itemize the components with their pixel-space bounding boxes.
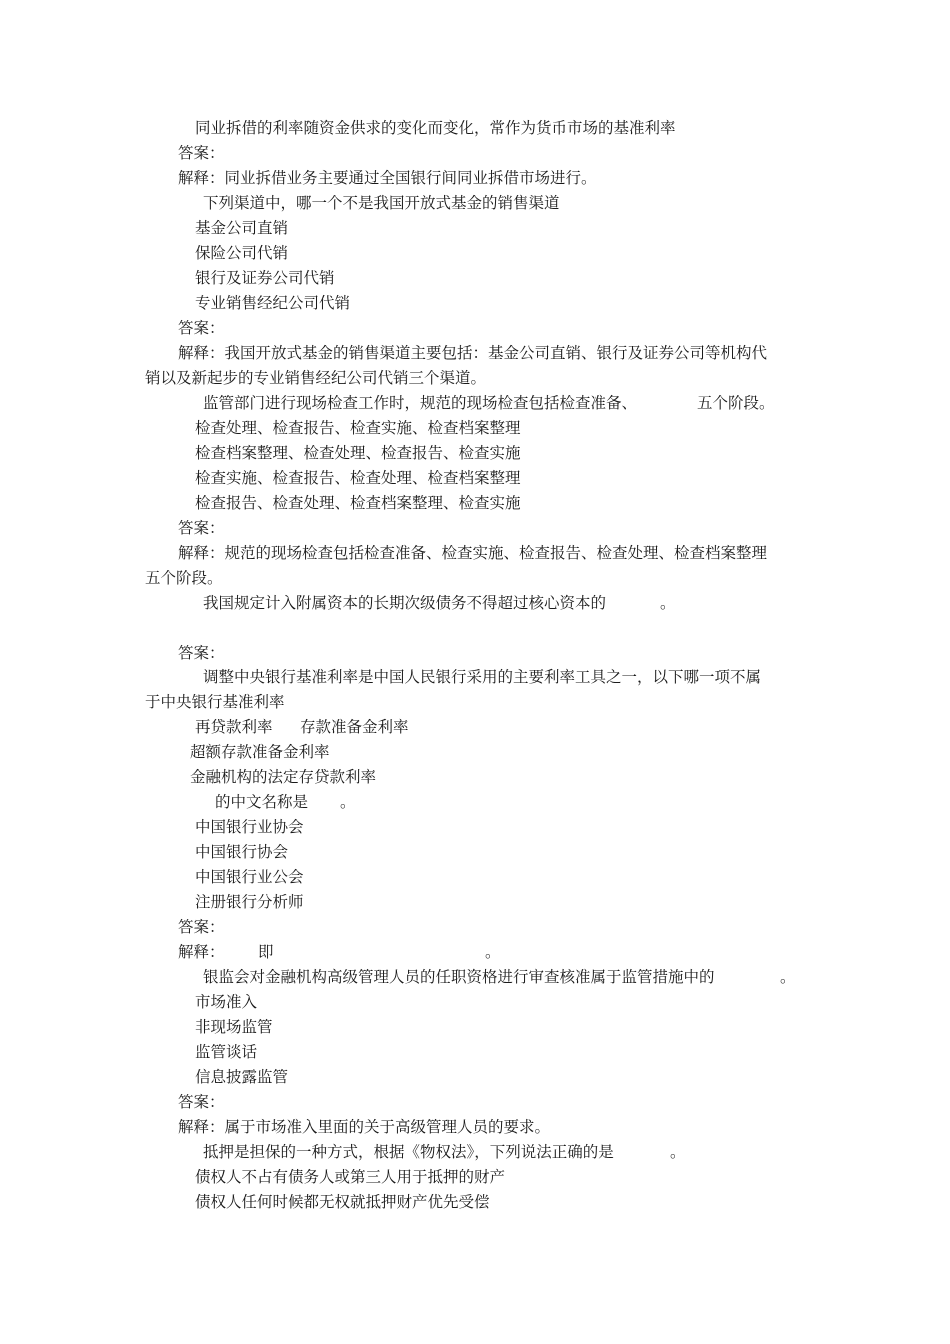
option-line: 非现场监管 (195, 1018, 273, 1036)
option-line: 金融机构的法定存贷款利率 (190, 768, 377, 786)
question-line: 抵押是担保的一种方式，根据《物权法》，下列说法正确的是 (203, 1143, 614, 1161)
option-line: 超额存款准备金利率 (190, 743, 330, 761)
option-line: 中国银行业公会 (195, 868, 304, 886)
option-line: 检查档案整理、检查处理、检查报告、检查实施 (195, 444, 521, 462)
question-line: 调整中央银行基准利率是中国人民银行采用的主要利率工具之一，以下哪一项不属 (203, 668, 762, 686)
answer-label: 答案： (178, 1093, 225, 1111)
option-line: 监管谈话 (195, 1043, 258, 1061)
option-line: 检查实施、检查报告、检查处理、检查档案整理 (195, 469, 521, 487)
answer-label: 答案： (178, 644, 225, 662)
answer-label: 答案： (178, 144, 225, 162)
text-line: 同业拆借的利率随资金供求的变化而变化，常作为货币市场的基准利率 (195, 119, 676, 137)
option-line: 保险公司代销 (195, 244, 289, 262)
question-line: 的中文名称是 (215, 793, 309, 811)
option-line: 信息披露监管 (195, 1068, 289, 1086)
question-line: 监管部门进行现场检查工作时，规范的现场检查包括检查准备、 (203, 394, 638, 412)
option-line: 检查报告、检查处理、检查档案整理、检查实施 (195, 494, 521, 512)
answer-label: 答案： (178, 918, 225, 936)
option-line: 基金公司直销 (195, 219, 289, 237)
explanation-line: 。 (485, 943, 501, 961)
question-line: 。 (780, 968, 796, 986)
option-line: 债权人不占有债务人或第三人用于抵押的财产 (195, 1168, 506, 1186)
option-line: 注册银行分析师 (195, 893, 304, 911)
question-line: 银监会对金融机构高级管理人员的任职资格进行审查核准属于监管措施中的 (203, 968, 715, 986)
question-line: 下列渠道中，哪一个不是我国开放式基金的销售渠道 (203, 194, 560, 212)
question-line: 五个阶段。 (697, 394, 775, 412)
explanation-line: 解释： (178, 943, 225, 961)
explanation-line: 解释：属于市场准入里面的关于高级管理人员的要求。 (178, 1118, 551, 1136)
answer-label: 答案： (178, 319, 225, 337)
explanation-line: 解释：我国开放式基金的销售渠道主要包括：基金公司直销、银行及证券公司等机构代 (178, 344, 768, 362)
option-line: 存款准备金利率 (300, 718, 409, 736)
question-line: 。 (670, 1143, 686, 1161)
option-line: 中国银行业协会 (195, 818, 304, 836)
question-line: 我国规定计入附属资本的长期次级债务不得超过核心资本的 (203, 594, 607, 612)
option-line: 银行及证券公司代销 (195, 269, 335, 287)
question-line: 于中央银行基准利率 (145, 693, 285, 711)
question-line: 。 (340, 793, 356, 811)
explanation-line: 销以及新起步的专业销售经纪公司代销三个渠道。 (145, 369, 487, 387)
question-line: 。 (660, 594, 676, 612)
option-line: 检查处理、检查报告、检查实施、检查档案整理 (195, 419, 521, 437)
option-line: 再贷款利率 (195, 718, 273, 736)
explanation-line: 解释：规范的现场检查包括检查准备、检查实施、检查报告、检查处理、检查档案整理 (178, 544, 768, 562)
option-line: 市场准入 (195, 993, 258, 1011)
option-line: 专业销售经纪公司代销 (195, 294, 351, 312)
answer-label: 答案： (178, 519, 225, 537)
explanation-line: 五个阶段。 (145, 569, 223, 587)
explanation-line: 即 (258, 943, 274, 961)
option-line: 债权人任何时候都无权就抵押财产优先受偿 (195, 1193, 490, 1211)
option-line: 中国银行协会 (195, 843, 289, 861)
explanation-line: 解释：同业拆借业务主要通过全国银行间同业拆借市场进行。 (178, 169, 597, 187)
